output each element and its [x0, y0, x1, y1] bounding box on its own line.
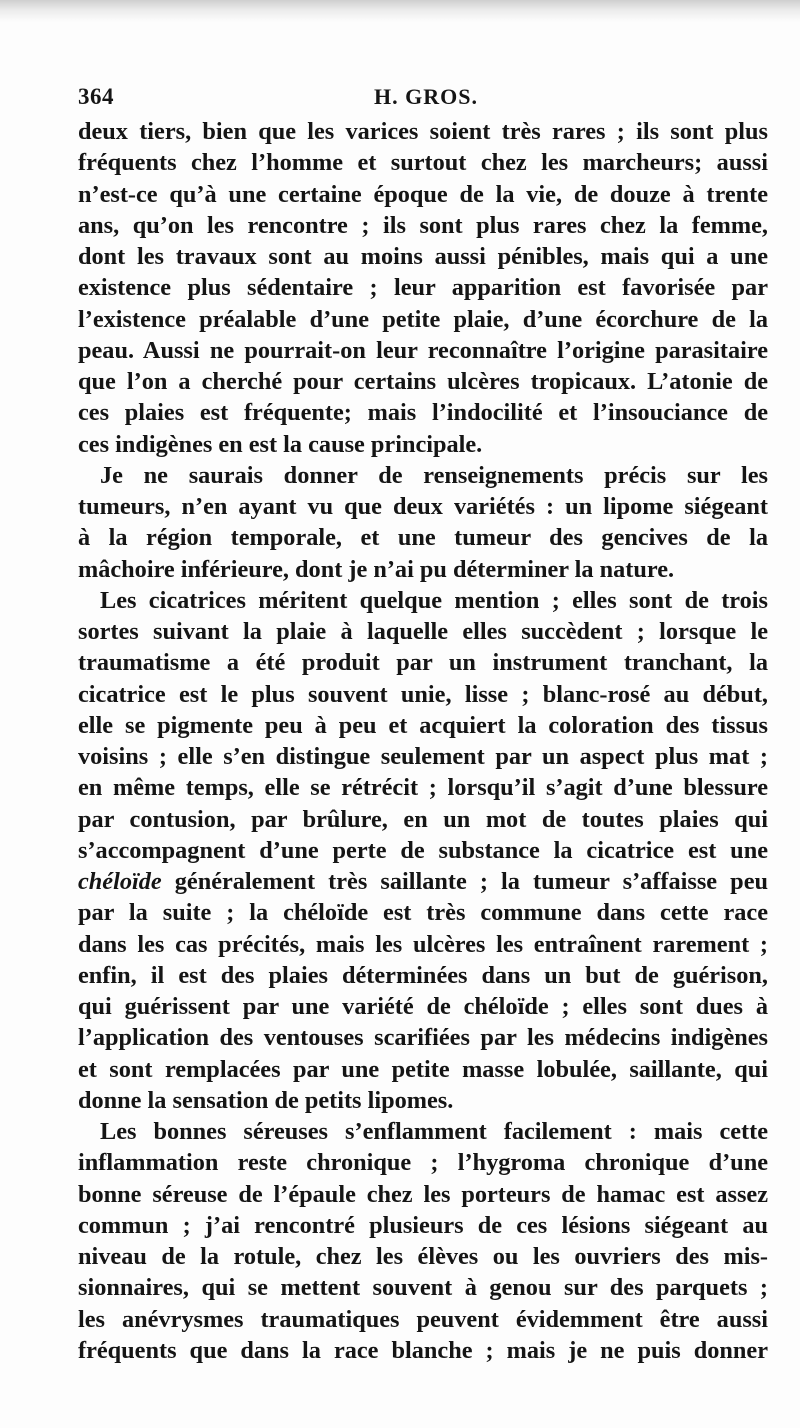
text-line: bonne séreuse de l’épaule chez les porteurs de hamac est assez [78, 1180, 768, 1208]
text-line: fréquents chez l’homme et surtout chez les marcheurs; aussi [78, 149, 768, 177]
paragraph-last-line: donne la sensation de petits lipomes. [78, 1086, 454, 1114]
text-line: traumatisme a été produit par un instrument tranchant, la [78, 649, 768, 677]
text-line: deux tiers, bien que les varices soient très rares ; ils sont plus [78, 118, 768, 145]
text-line: que l’on a cherché pour certains ulcères tropicaux. L’atonie de [78, 368, 768, 395]
italic-term: chéloïde [78, 868, 162, 895]
text-line: en même temps, elle se rétrécit ; lorsqu’il s’agit d’une blessure [78, 774, 768, 802]
text-line: dans les cas précités, mais les ulcères les entraînent rarement ; [78, 930, 768, 958]
text-line: inflammation reste chronique ; l’hygroma chronique d’une [78, 1149, 768, 1177]
text-line: voisins ; elle s’en distingue seulement par un aspect plus mat ; [78, 743, 768, 770]
text-line: enfin, il est des plaies déterminées dans un but de guérison, [78, 961, 768, 989]
text-line: n’est-ce qu’à une certaine époque de la vie, de douze à trente [78, 180, 768, 208]
page-number: 364 [78, 84, 114, 109]
text-line: qui guérissent par une variété de chéloïde ; elles sont dues à [78, 993, 768, 1020]
paragraph-first-line: Je ne saurais donner de renseignements précis sur les [100, 461, 768, 489]
text-line: sortes suivant la plaie à laquelle elles succèdent ; lorsque le [78, 618, 768, 645]
text-line: par contusion, par brûlure, en un mot de toutes plaies qui [78, 805, 768, 833]
text-line: s’accompagnent d’une perte de substance la cicatrice est une [78, 836, 768, 864]
text-line: à la région temporale, et une tumeur des gencives de la [78, 524, 768, 552]
text-line: cicatrice est le plus souvent unie, lisse ; blanc-rosé au début, [78, 680, 768, 708]
text-line: ans, qu’on les rencontre ; ils sont plus rares chez la femme, [78, 211, 768, 239]
text-line: les anévrysmes traumatiques peuvent évidemment être aussi [78, 1305, 768, 1333]
text-line: tumeurs, n’en ayant vu que deux variétés : un lipome siégeant [78, 493, 768, 520]
text-line: commun ; j’ai rencontré plusieurs de ces lésions siégeant au [78, 1211, 768, 1239]
text-line: sionnaires, qui se mettent souvent à genou sur des parquets ; [78, 1274, 768, 1302]
paragraph-last-line: mâchoire inférieure, dont je n’ai pu déterminer la nature. [78, 555, 675, 583]
text-line: par la suite ; la chéloïde est très commune dans cette race [78, 899, 768, 927]
text-line: l’existence préalable d’une petite plaie, d’une écorchure de la [78, 305, 768, 333]
text-line: fréquents que dans la race blanche ; mais je ne puis donner [78, 1336, 768, 1364]
text-line: dont les travaux sont au moins aussi pénibles, mais qui a une [78, 243, 768, 270]
paragraph-last-line: ces indigènes en est la cause principale. [78, 430, 483, 458]
text-line: et sont remplacées par une petite masse lobulée, saillante, qui [78, 1055, 768, 1083]
text-line: elle se pigmente peu à peu et acquiert la coloration des tissus [78, 711, 768, 739]
running-head: H. GROS. [374, 84, 478, 109]
text-line-rest: généralement très saillante ; la tumeur s’affaisse peu [174, 868, 768, 895]
text-line: ces plaies est fréquente; mais l’indocilité et l’insouciance de [78, 399, 768, 427]
page-top-edge [0, 0, 800, 22]
text-line: niveau de la rotule, chez les élèves ou les ouvriers des mis- [78, 1243, 768, 1270]
text-line: l’application des ventouses scarifiées par les médecins indigènes [78, 1024, 768, 1052]
page-header [78, 84, 768, 114]
text-line: peau. Aussi ne pourrait-on leur reconnaître l’origine parasitaire [78, 336, 768, 364]
paragraph-first-line: Les bonnes séreuses s’enflamment facilement : mais cette [100, 1118, 768, 1145]
text-line-with-italic [78, 866, 768, 897]
body-text [78, 116, 768, 1366]
text-line: existence plus sédentaire ; leur apparition est favorisée par [78, 274, 768, 302]
paragraph-first-line: Les cicatrices méritent quelque mention ; elles sont de trois [100, 586, 768, 614]
